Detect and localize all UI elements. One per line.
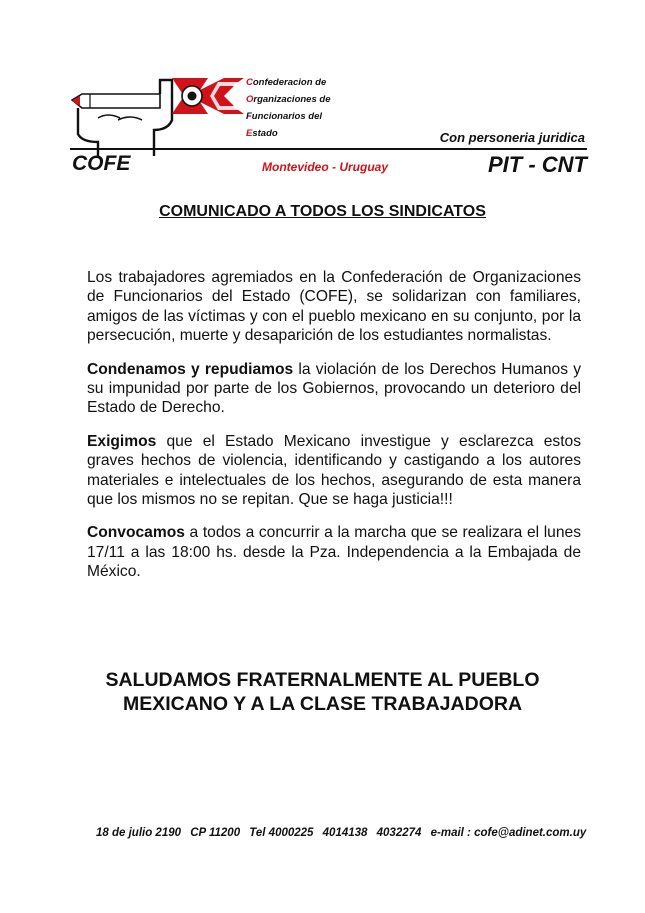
footer-tel-2: 4014138 <box>322 827 368 839</box>
salutation-line-2: MEXICANO Y A LA CLASE TRABAJADORA <box>122 693 523 715</box>
paragraph-1: Los trabajadores agremiados en la Confederación de Organizaciones de Funcionarios del Estado (COFE), se solidarizan con familiares, amigos de las víctimas y con el pueblo mexicano en su conjunto, por la persecución, muerte y desaparición de los estudiantes normalistas. <box>87 269 581 345</box>
union-label: PIT - CNT <box>488 152 587 177</box>
header-divider <box>70 148 587 150</box>
paragraph-3: Exigimos que el Estado Mexicano investigue y esclarezca estos graves hechos de violencia, identificando y castigando a los autores materiales e intelectuales de los hechos, asegurando de esta manera que los mismos no se repitan. Que se haga justicia!!! <box>87 432 581 509</box>
paragraph-4: Convocamos a todos a concurrir a la marcha que se realizara el lunes 17/11 a las 18:00 hs. desde la Pza. Independencia a la Embajada de México. <box>87 524 581 581</box>
org-line-4: Estado <box>246 128 278 139</box>
footer-email[interactable]: e-mail : cofe@adinet.com.uy <box>430 827 587 839</box>
salutation-line-1: SALUDAMOS FRATERNALMENTE AL PUEBLO <box>105 669 540 691</box>
paragraph-2: Condenamos y repudiamos la violación de los Derechos Humanos y su impunidad por parte de los Gobiernos, provocando un deterioro del Estado de Derecho. <box>87 360 581 417</box>
footer-cp: CP 11200 <box>190 827 241 839</box>
footer-contact <box>96 827 592 839</box>
city-label: Montevideo - Uruguay <box>262 160 389 174</box>
org-line-2: Organizaciones de <box>246 94 331 105</box>
personeria-label: Con personeria juridica <box>439 130 585 145</box>
document-body <box>87 268 581 596</box>
footer-tel-3: 4032274 <box>376 827 422 839</box>
org-line-3: Funcionarios del <box>246 111 323 122</box>
cofe-logo <box>68 72 258 156</box>
document-title: COMUNICADO A TODOS LOS SINDICATOS <box>159 203 486 220</box>
acronym: COFE <box>72 152 131 175</box>
org-name-block <box>246 74 330 142</box>
closing-salutation <box>0 668 645 716</box>
footer-address: 18 de julio 2190 <box>96 827 182 839</box>
org-line-1: Confederacion de <box>246 77 327 88</box>
footer-tel: Tel 4000225 <box>249 827 314 839</box>
